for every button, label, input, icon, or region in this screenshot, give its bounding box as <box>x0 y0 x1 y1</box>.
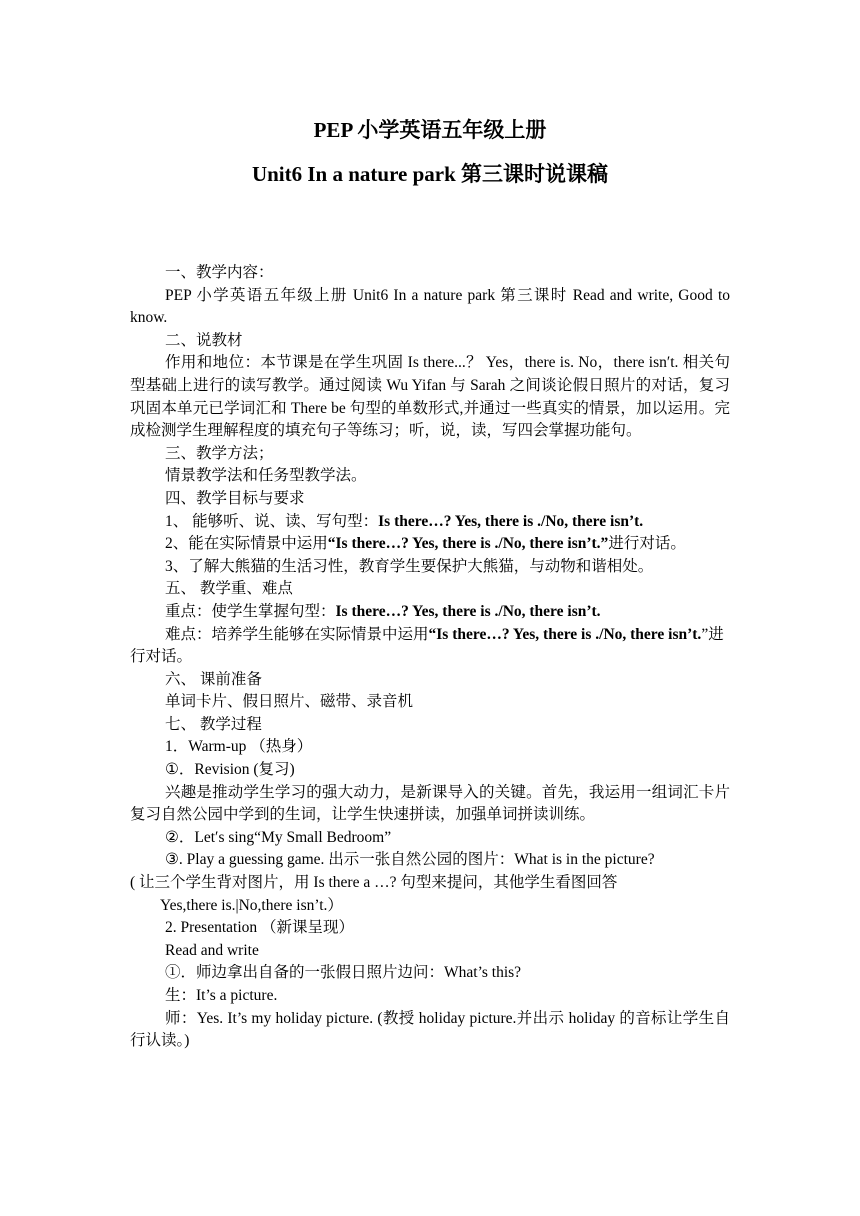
key-point-sentence: Is there…? Yes, there is ./No, there isn’t. <box>335 602 601 620</box>
step-warmup: 1．Warm-up （热身） <box>165 738 313 756</box>
step-presentation: 2. Presentation （新课呈现） <box>165 919 354 937</box>
goal-2-text: 2、能在实际情景中运用 <box>165 535 328 553</box>
goal-item-3: 3、了解大熊猫的生活习性，教育学生要保护大熊猫，与动物和谐相处。 <box>165 557 654 575</box>
section-heading-method: 三、教学方法； <box>165 444 274 462</box>
step-guessing-game-answer: Yes,there is.|No,there isn’t.） <box>160 896 343 914</box>
goal-item-1 <box>130 511 730 534</box>
document-title: PEP 小学英语五年级上册 <box>313 118 547 142</box>
step-song: ②．Let′s sing“My Small Bedroom” <box>165 828 392 846</box>
key-point <box>130 601 730 624</box>
section-heading-preparation: 六、 课前准备 <box>165 670 262 688</box>
step-teacher-question: ①．师边拿出自备的一张假日照片边问：What’s this? <box>165 964 522 982</box>
section-heading-goals: 四、教学目标与要求 <box>165 489 305 507</box>
section-text-method: 情景教学法和任务型教学法。 <box>165 467 367 485</box>
goal-2-sentence: “Is there…? Yes, there is ./No, there isn’t.” <box>327 535 609 553</box>
goal-item-2 <box>130 533 730 556</box>
teacher-label: 师 <box>165 1009 181 1027</box>
teacher-response-text: ：Yes. It’s my holiday picture. (教授 holiday picture.并出示 holiday 的音标让学生自行认读。) <box>130 1009 730 1050</box>
step-revision: ①．Revision (复习) <box>165 761 295 779</box>
section-heading-process: 七、 教学过程 <box>165 715 262 733</box>
section-text-content: PEP 小学英语五年级上册 Unit6 In a nature park 第三课时 Read and write, Good to know. <box>130 286 730 327</box>
section-heading-textbook: 二、说教材 <box>165 331 243 349</box>
difficult-point <box>130 624 730 669</box>
step-teacher-response <box>130 1008 730 1053</box>
document-body <box>130 262 730 1053</box>
difficult-point-sentence: “Is there…? Yes, there is ./No, there isn’t. <box>428 625 702 643</box>
section-text-textbook: 作用和地位：本节课是在学生巩固 Is there...？ Yes，there is. No，there isn′t. 相关句型基础上进行的读写教学。通过阅读 Wu Yifan 与 Sarah 之间谈论假日照片的对话，复习巩固本单元已学词汇和 There be 句型的单数形式,并通过一些真实的情景，加以运用。完成检测学生理解程度的填充句子等练习；听，说，读，写四会掌握功能句。 <box>130 354 730 440</box>
key-point-label: 重点：使学生掌握句型： <box>165 602 336 620</box>
difficult-point-label: 难点：培养学生能够在实际情景中运用 <box>165 625 429 643</box>
section-heading-content: 一、教学内容： <box>165 264 274 281</box>
goal-2-suffix: 进行对话。 <box>608 535 686 553</box>
goal-1-sentence: Is there…? Yes, there is ./No, there isn’t. <box>378 512 644 530</box>
step-revision-text: 兴趣是推动学生学习的强大动力，是新课导入的关键。首先，我运用一组词汇卡片复习自然公园中学到的生词，让学生快速拼读，加强单词拼读训练。 <box>130 783 730 824</box>
section-heading-keypoints: 五、 教学重、难点 <box>165 580 293 598</box>
goal-1-text: 1、 能够听、说、读、写句型： <box>165 512 379 530</box>
step-guessing-game: ③. Play a guessing game. 出示一张自然公园的图片：What is in the picture? <box>165 851 655 869</box>
step-student-answer: 生：It’s a picture. <box>165 987 278 1004</box>
difficult-point-suffix: ”进行对话。 <box>130 625 724 666</box>
step-read-write: Read and write <box>165 941 259 959</box>
section-text-preparation: 单词卡片、假日照片、磁带、录音机 <box>165 693 414 711</box>
step-guessing-game-instruction: ( 让三个学生背对图片，用 Is there a …? 句型来提问，其他学生看图回答 <box>130 874 618 892</box>
document-subtitle: Unit6 In a nature park 第三课时说课稿 <box>251 162 609 186</box>
